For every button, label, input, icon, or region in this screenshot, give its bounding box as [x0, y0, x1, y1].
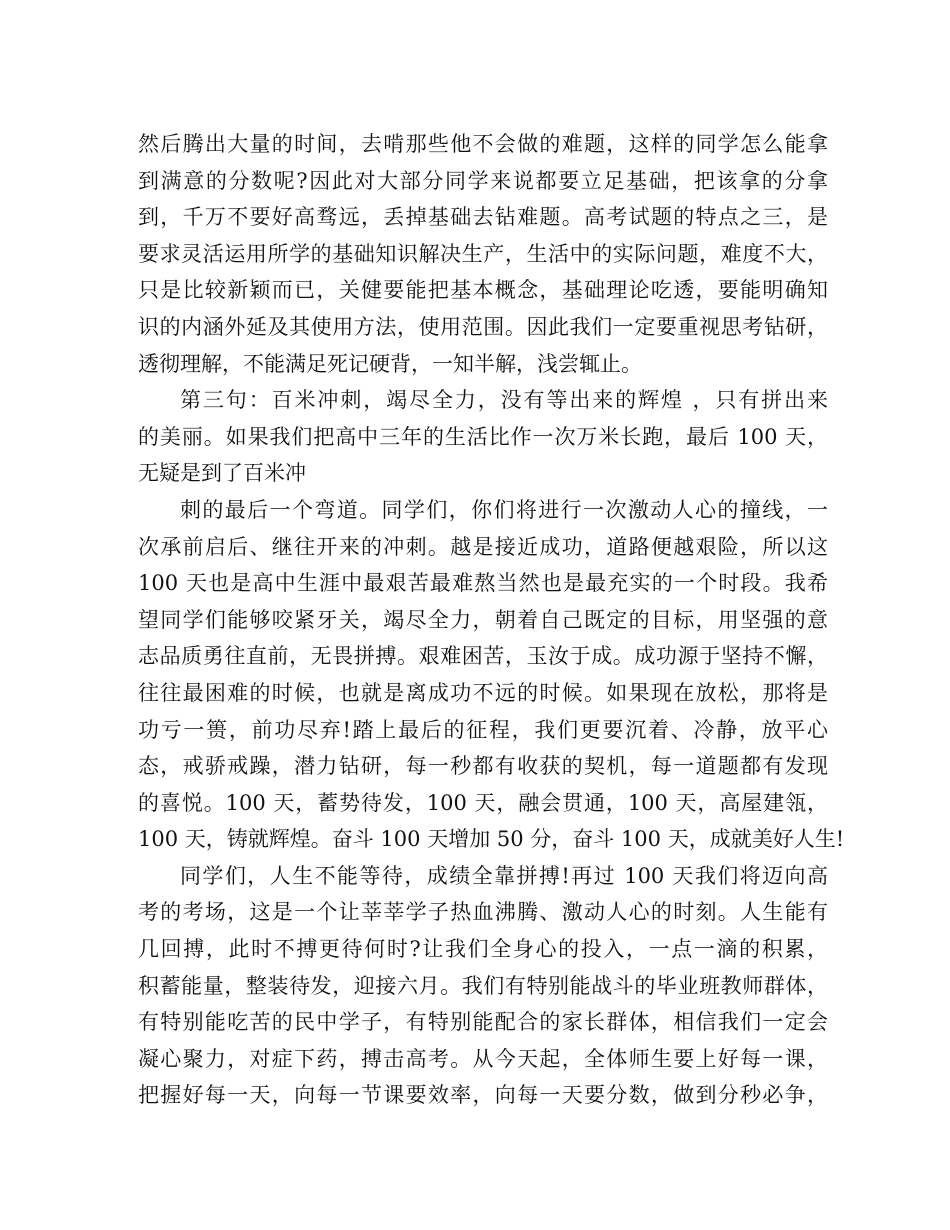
text-line: 第三句：百米冲刺，竭尽全力，没有等出来的辉煌 ，只有拼出来 [180, 388, 828, 413]
text-line: 志品质勇往直前，无畏拼搏。艰难困苦，玉汝于成。成功源于坚持不懈， [138, 644, 828, 669]
document-page [138, 126, 845, 1114]
text-line: 只是比较新颖而已，关健要能把基本概念，基础理论吃透，要能明确知 [138, 278, 828, 303]
text-line: 往往最困难的时候，也就是离成功不远的时候。如果现在放松，那将是 [138, 680, 828, 705]
text-line: 到，千万不要好高骛远，丢掉基础去钻难题。高考试题的特点之三，是 [138, 205, 828, 230]
text-line: 然后腾出大量的时间，去啃那些他不会做的难题，这样的同学怎么能拿 [138, 132, 828, 156]
document-body [138, 126, 845, 1114]
text-line: 态，戒骄戒躁，潜力钻研，每一秒都有收获的契机，每一道题都有发现 [138, 754, 828, 779]
text-line: 100 天，铸就辉煌。奋斗 100 天增加 50 分，奋斗 100 天，成就美好人生! [138, 827, 845, 852]
text-line: 的美丽。如果我们把高中三年的生活比作一次万米长跑，最后 100 天， [138, 424, 828, 449]
text-line: 同学们，人生不能等待，成绩全靠拼搏!再过 100 天我们将迈向高 [180, 863, 828, 888]
text-line: 把握好每一天，向每一节课要效率，向每一天要分数，做到分秒必争， [138, 1083, 828, 1108]
text-line: 考的考场，这是一个让莘莘学子热血沸腾、激动人心的时刻。人生能有 [138, 900, 828, 925]
text-line: 凝心聚力，对症下药，搏击高考。从今天起，全体师生要上好每一课， [138, 1046, 828, 1071]
text-line: 积蓄能量，整装待发，迎接六月。我们有特别能战斗的毕业班教师群体， [138, 973, 828, 998]
text-line: 有特别能吃苦的民中学子，有特别能配合的家长群体，相信我们一定会 [138, 1010, 828, 1035]
text-line: 几回搏，此时不搏更待何时?让我们全身心的投入，一点一滴的积累， [138, 937, 828, 962]
text-line: 到满意的分数呢?因此对大部分同学来说都要立足基础，把该拿的分拿 [138, 168, 828, 193]
text-line: 功亏一篑，前功尽弃!踏上最后的征程，我们更要沉着、冷静，放平心 [138, 717, 828, 742]
text-line: 望同学们能够咬紧牙关，竭尽全力，朝着自己既定的目标，用坚强的意 [138, 607, 828, 632]
text-line: 次承前启后、继往开来的冲刺。越是接近成功，道路便越艰险，所以这 [138, 534, 828, 559]
text-line: 的喜悦。100 天，蓄势待发，100 天，融会贯通，100 天，高屋建瓴， [138, 790, 828, 815]
text-line: 100 天也是高中生涯中最艰苦最难熬当然也是最充实的一个时段。我希 [138, 571, 828, 596]
text-line: 无疑是到了百米冲 [138, 461, 306, 486]
text-line: 透彻理解，不能满足死记硬背，一知半解，浅尝辄止。 [138, 351, 642, 376]
text-line: 识的内涵外延及其使用方法，使用范围。因此我们一定要重视思考钻研， [138, 314, 828, 339]
text-line: 刺的最后一个弯道。同学们，你们将进行一次激动人心的撞线，一 [180, 497, 828, 522]
text-line: 要求灵活运用所学的基础知识解决生产，生活中的实际问题，难度不大， [138, 241, 828, 266]
